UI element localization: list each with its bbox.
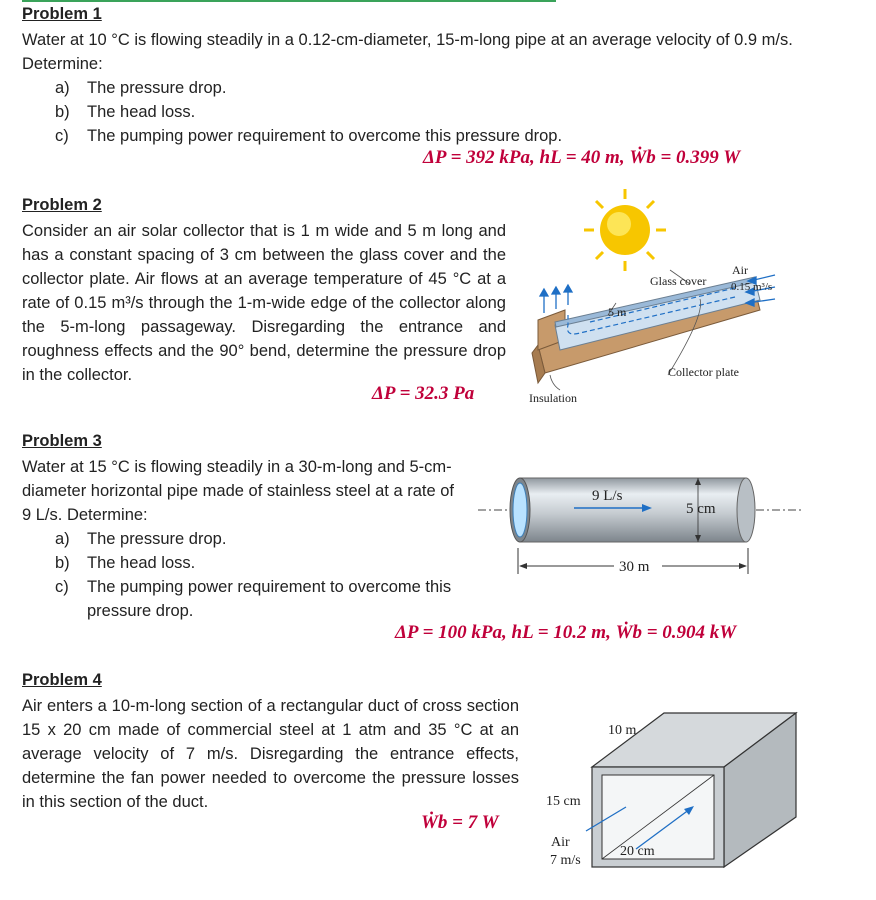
length-label: 10 m xyxy=(608,723,637,738)
problem-1-text: Water at 10 °C is flowing steadily in a 0.12-cm-diameter, 15-m-long pipe at an average velocity of 0.9 m/s. Determine: xyxy=(22,31,793,73)
list-item: c) The pumping power requirement to overcome this pressure drop. xyxy=(55,127,563,145)
problem-2-text: Consider an air solar collector that is 1 m wide and 5 m long and has a constant spacing of 3 cm between the glass cover and the collector plate. Air flows at an average temperature of 45 °C at a rate of 0.15 m³/s through the 1-m-wide edge of the collector along the 5-m-long passageway. Disregarding the entrance and roughness effects and the 90° bend, determine the pressure drop in the collector. xyxy=(22,222,506,384)
velocity-label: 7 m/s xyxy=(550,853,581,868)
problem-3-text: Water at 15 °C is flowing steadily in a 30-m-long and 5-cm-diameter horizontal pipe made of stainless steel at a rate of 9 L/s. Determine: xyxy=(22,458,454,524)
insulation-label: Insulation xyxy=(529,391,577,405)
problem-4-title: Problem 4 xyxy=(22,671,102,689)
list-item: b) The head loss. xyxy=(55,103,196,121)
problem-3-items xyxy=(55,527,465,623)
sun-icon xyxy=(584,189,666,271)
problem-3-answer: ΔP = 100 kPa, hL = 10.2 m, Ẇb = 0.904 kW xyxy=(395,622,737,643)
air-label: Air xyxy=(551,835,570,850)
flow-rate-label: 0.15 m³/s xyxy=(731,281,773,293)
problem-1-title: Problem 1 xyxy=(22,5,102,23)
solar-collector-figure xyxy=(520,185,820,415)
list-item: a) The pressure drop. xyxy=(55,530,227,548)
problem-2-title: Problem 2 xyxy=(22,196,102,214)
list-item: c) The pumping power requirement to overcome this pressure drop. xyxy=(55,578,452,620)
pipe-opening xyxy=(513,483,527,537)
pipe-figure xyxy=(476,470,806,580)
height-label: 15 cm xyxy=(546,794,581,809)
length-label: 30 m xyxy=(619,559,650,575)
problem-4-text: Air enters a 10-m-long section of a rectangular duct of cross section 15 x 20 cm made of commercial steel at 1 atm and 35 °C at an average velocity of 7 m/s. Disregarding the entrance effects, determine the fan power needed to overcome the pressure losses in this section of the duct. xyxy=(22,697,519,811)
problem-3-title: Problem 3 xyxy=(22,432,102,450)
list-item: a) The pressure drop. xyxy=(55,79,227,97)
duct-figure xyxy=(540,705,840,895)
collector-plate-label: Collector plate xyxy=(668,365,739,379)
problem-1-answer: ΔP = 392 kPa, hL = 40 m, Ẇb = 0.399 W xyxy=(423,147,741,168)
diameter-label: 5 cm xyxy=(686,501,716,517)
problem-4-answer: Ẇb = 7 W xyxy=(421,812,499,833)
air-label: Air xyxy=(732,263,748,277)
width-label: 20 cm xyxy=(620,844,655,859)
list-item: b) The head loss. xyxy=(55,554,196,572)
flow-rate-label: 9 L/s xyxy=(592,488,623,504)
top-rule xyxy=(22,0,556,2)
problem-2-answer: ΔP = 32.3 Pa xyxy=(372,383,475,404)
glass-cover-label: Glass cover xyxy=(650,274,707,288)
problem-1-items xyxy=(55,76,755,148)
length-label: 5 m xyxy=(608,305,627,319)
